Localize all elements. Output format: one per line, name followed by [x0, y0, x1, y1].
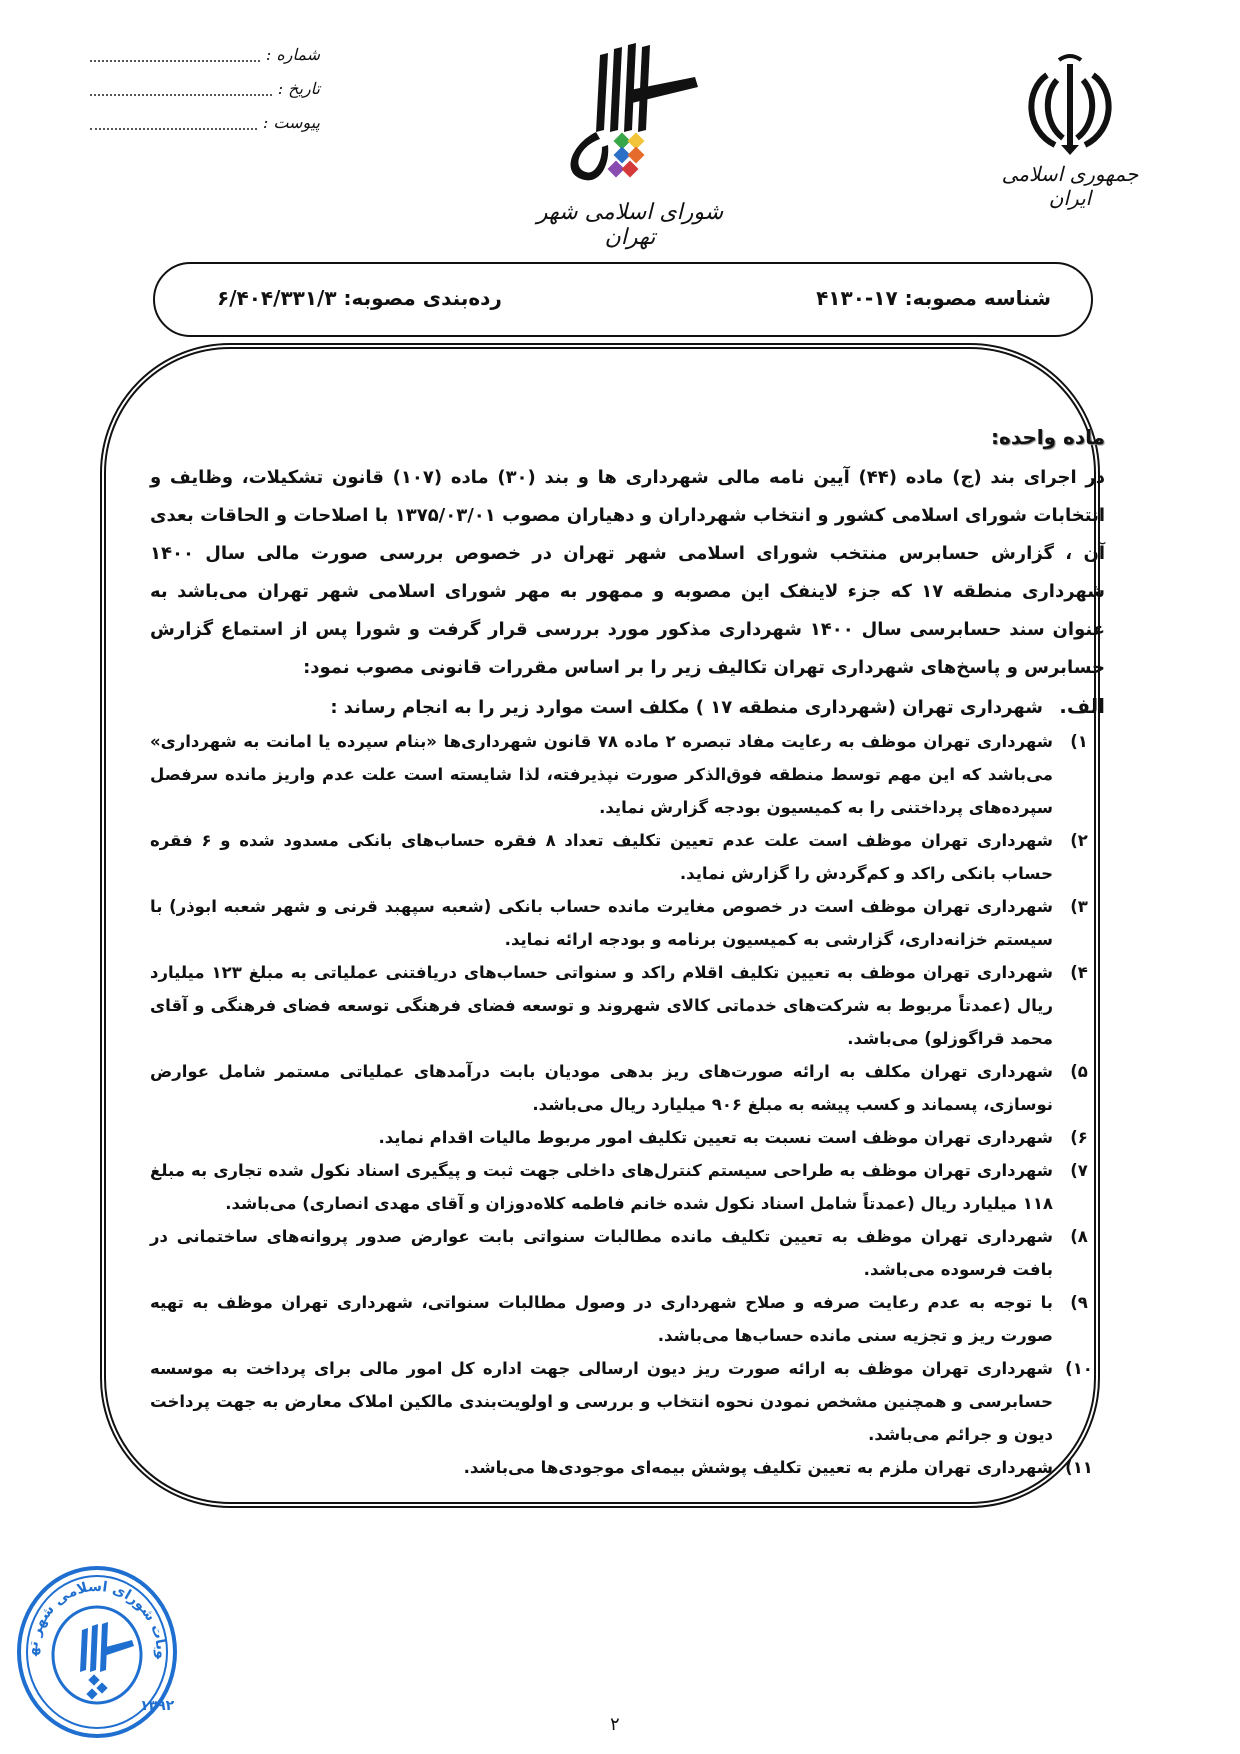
list-item [150, 956, 1105, 1055]
single-article-heading: ماده واحده: [991, 425, 1105, 449]
item-number: ۶) [1070, 1128, 1088, 1147]
page-number: ۲ [610, 1714, 620, 1735]
number-label: شماره : [265, 44, 320, 64]
attachment-value [90, 114, 257, 130]
list-item [150, 725, 1105, 824]
intro-paragraph: در اجرای بند (ج) ماده (۴۴) آیین نامه مالی شهرداری ها و بند (۳۰) ماده (۱۰۷) قانون تشکیلات، وظایف و انتخابات شورای اسلامی کشور و انتخاب شهرداران و دهیاران مصوب ۱۳۷۵/۰۳/۰۱ با اصلاحات و الحاقات بعدی آن ، گزارش حسابرس منتخب شورای اسلامی شهر تهران در خصوص بررسی صورت مالی سال ۱۴۰۰ شهرداری منطقه ۱۷ که جزء لاینفک این مصوبه و ممهور به مهر شورای اسلامی شهر تهران می‌باشد به عنوان سند حسابرسی سال ۱۴۰۰ شهرداری مذکور مورد بررسی قرار گرفت و شورا پس از استماع گزارش حسابرس و پاسخ‌های شهرداری تهران تکالیف زیر را بر اساس مقررات قانونی مصوب نمود: [150, 467, 1105, 678]
section-text: شهرداری تهران (شهرداری منطقه ۱۷ ) مکلف است موارد زیر را به انجام رساند : [330, 697, 1043, 718]
council-calligraphy-icon [530, 35, 730, 200]
date-label: تاریخ : [277, 78, 320, 98]
item-text: شهرداری تهران ملزم به تعیین تکلیف پوشش بیمه‌ای موجودی‌ها می‌باشد. [463, 1458, 1053, 1477]
council-logo [530, 35, 730, 250]
council-stamp [12, 1560, 182, 1740]
section-alef [150, 689, 1105, 725]
item-text: شهرداری تهران موظف به ارائه صورت ریز دیون ارسالی جهت اداره کل امور مالی برای پرداخت به موسسه حسابرسی و همچنین مشخص نمودن نحوه انتخاب و بررسی و اولویت‌بندی مالکین املاک معارض به جهت پرداخت دیون و جرائم می‌باشد. [150, 1359, 1053, 1444]
list-item [150, 1451, 1105, 1484]
list-item [150, 1055, 1105, 1121]
council-name: شورای اسلامی شهر تهران [536, 200, 724, 250]
item-number: ۱۱) [1065, 1458, 1093, 1477]
attachment-label: پیوست : [262, 112, 320, 132]
logo-tiles [608, 133, 645, 178]
number-value [90, 46, 260, 62]
section-label: الف. [1059, 694, 1105, 718]
item-number: ۱۰) [1065, 1359, 1093, 1378]
item-number: ۹) [1070, 1293, 1088, 1312]
list-item [150, 890, 1105, 956]
resolution-id: شناسه مصوبه: ۱۷-۴۱۳۰ [816, 286, 1051, 310]
item-number: ۷) [1070, 1161, 1088, 1180]
list-item [150, 1286, 1105, 1352]
item-number: ۵) [1070, 1062, 1088, 1081]
emblem-icon [985, 50, 1155, 160]
item-text: شهرداری تهران موظف به رعایت مفاد تبصره ۲ ماده ۷۸ قانون شهرداری‌ها «بنام سپرده یا امانت به شهرداری» می‌باشد که این مهم توسط منطقه فوق‌الذکر صورت نپذیرفته، لذا شایسته است علت عدم واریز مانده سرفصل سپرده‌های پرداختنی را به کمیسیون بودجه گزارش نماید. [150, 732, 1053, 817]
item-number: ۳) [1070, 897, 1088, 916]
item-text: شهرداری تهران موظف است علت عدم تعیین تکلیف تعداد ۸ فقره حساب‌های بانکی مسدود شده و ۶ فقره حساب بانکی راکد و کم‌گردش را گزارش نماید. [150, 831, 1053, 883]
list-item [150, 1154, 1105, 1220]
list-item [150, 1220, 1105, 1286]
list-item [150, 1352, 1105, 1451]
item-text: شهرداری تهران موظف است در خصوص مغایرت مانده حساب بانکی (شعبه سپهبد قرنی و شهر شعبه ابوذر) با سیستم خزانه‌داری، گزارشی به کمیسیون برنامه و بودجه ارائه نماید. [150, 897, 1053, 949]
item-text: شهرداری تهران مکلف به ارائه صورت‌های ریز بدهی مودیان بابت درآمدهای عملیاتی مستمر شامل عوارض نوسازی، پسماند و کسب پیشه به مبلغ ۹۰۶ میلیارد ریال می‌باشد. [150, 1062, 1053, 1114]
item-number: ۸) [1070, 1227, 1088, 1246]
resolution-body [150, 425, 1105, 1484]
resolution-classification: رده‌بندی مصوبه: ۶/۴۰۴/۳۳۱/۳ [217, 286, 502, 310]
obligation-list [150, 725, 1105, 1484]
number-field [90, 40, 320, 68]
iran-emblem [985, 50, 1155, 210]
item-text: شهرداری تهران موظف به تعیین تکلیف مانده مطالبات سنواتی بابت عوارض صدور پروانه‌های ساختمانی در بافت فرسوده می‌باشد. [150, 1227, 1053, 1279]
date-field [90, 74, 320, 102]
date-value [90, 80, 272, 96]
resolution-id-box [153, 262, 1093, 337]
header-fields [90, 40, 320, 142]
country-name: جمهوری اسلامی ایران [1001, 162, 1139, 210]
list-item [150, 1121, 1105, 1154]
item-number: ۲) [1070, 831, 1088, 850]
item-text: شهرداری تهران موظف به طراحی سیستم کنترل‌های داخلی جهت ثبت و پیگیری اسناد نکول شده تجاری به مبلغ ۱۱۸ میلیارد ریال (عمدتاً شامل اسناد نکول شده خانم فاطمه کلاه‌دوزان و آقای مهدی انصاری) می‌باشد. [150, 1161, 1053, 1213]
stamp-seal-icon [12, 1560, 182, 1740]
stamp-year: ۱۳۹۲ [140, 1698, 175, 1714]
stamp-text: وبات شورای اسلامی شهر ته [24, 1578, 170, 1660]
item-text: با توجه به عدم رعایت صرفه و صلاح شهرداری در وصول مطالبات سنواتی، شهرداری تهران موظف به تهیه صورت ریز و تجزیه سنی مانده حساب‌ها می‌باشد. [150, 1293, 1053, 1345]
item-text: شهرداری تهران موظف به تعیین تکلیف اقلام راکد و سنواتی حساب‌های دریافتنی عملیاتی به مبلغ ۱۲۳ میلیارد ریال (عمدتاً مربوط به شرکت‌های خدماتی کالای شهروند و توسعه فضای فرهنگی توسعه فضای فرهنگی و آقای محمد قراگوزلو) می‌باشد. [150, 963, 1054, 1048]
attachment-field [90, 108, 320, 136]
item-number: ۴) [1070, 963, 1088, 982]
item-text: شهرداری تهران موظف است نسبت به تعیین تکلیف امور مربوط مالیات اقدام نماید. [378, 1128, 1053, 1147]
item-number: ۱) [1070, 732, 1088, 751]
list-item [150, 824, 1105, 890]
